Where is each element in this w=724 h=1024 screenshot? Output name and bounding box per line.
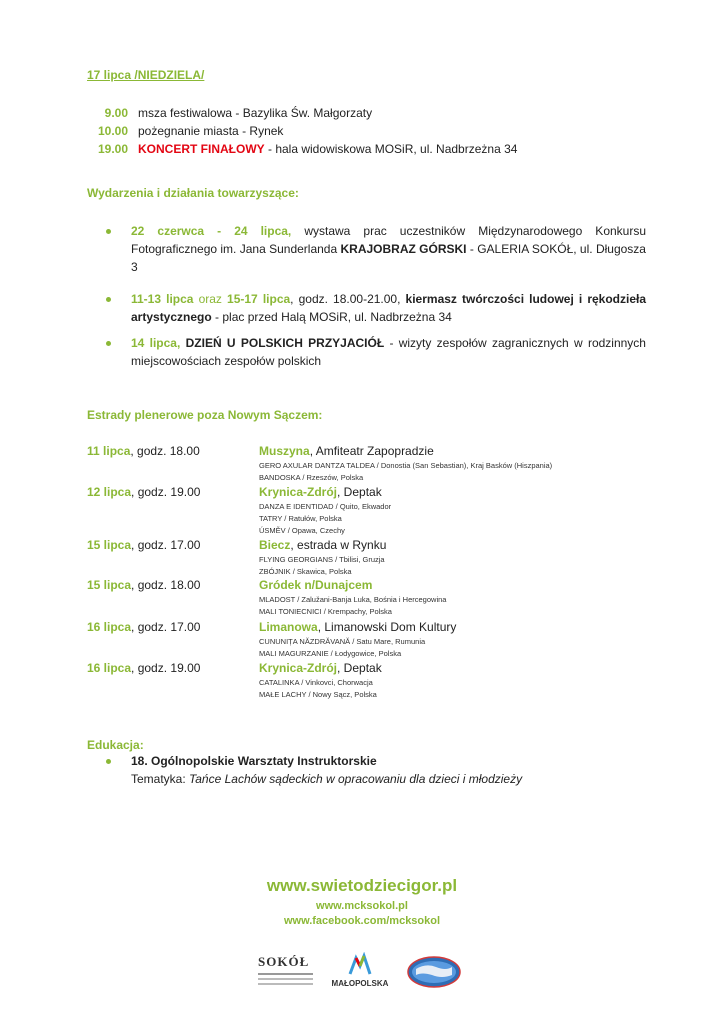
event-title: kiermasz twórczości ludowej i rękodzieła artystycznego [131,292,647,324]
event-date: 16 lipca [87,661,132,675]
schedule-time: 9.00 [104,106,128,120]
event-date: 12 lipca [87,485,132,499]
list-item [106,334,646,370]
event-time: , godz. 17.00 [131,538,201,552]
event-title: DZIEŃ U POLSKICH PRZYJACIÓŁ [185,336,385,350]
event-time: , godz. 19.00 [131,661,201,675]
outdoor-heading: Estrady plenerowe poza Nowym Sączem: [87,408,323,422]
event-date: 11-13 lipca [131,292,194,306]
group-line: CUNUNIȚA NĂZDRĂVANĂ / Satu Mare, Rumunia [259,637,426,646]
event-time: , godz. 18.00 [130,444,200,458]
event-town: Biecz [259,538,291,552]
event-time: , godz. 19.00 [131,485,201,499]
group-line: FLYING GEORGIANS / Tbilisi, Gruzja [259,555,385,564]
event-text: wystawa prac uczestników Międzynarodowego Konkursu Fotograficznego im. Jana Sunderlanda [131,224,647,256]
event-date: 16 lipca [87,620,132,634]
topic-label: Tematyka: [131,772,190,786]
event-date: 14 lipca, [131,336,186,350]
group-line: GERO AXULAR DANTZA TALDEA / Donostia (San Sebastian), Kraj Basków (Hiszpania) [259,461,553,470]
event-venue: , Deptak [337,485,382,499]
malopolska-logo-text: MAŁOPOLSKA [331,979,389,988]
event-town: Gródek n/Dunajcem [259,578,373,592]
event-time: , godz. 18.00 [131,578,201,592]
event-text: - GALERIA SOKÓŁ, ul. Długosza 3 [131,242,646,274]
day-header: 17 lipca /NIEDZIELA/ [87,68,205,82]
event-text: - plac przed Halą MOSiR, ul. Nadbrzeżna 34 [211,310,452,324]
group-line: TATRY / Ratułów, Polska [259,514,342,523]
ciofa-logo [406,955,462,989]
group-line: BANDOSKA / Rzeszów, Polska [259,473,364,482]
bullet-icon [106,297,111,302]
event-venue: , Amfiteatr Zapopradzie [309,444,434,458]
facebook-link[interactable]: www.facebook.com/mcksokol [283,915,441,927]
event-date: 15-17 lipca [227,292,291,306]
group-line: MAŁE LACHY / Nowy Sącz, Polska [259,690,377,699]
group-line: MALI MAGURZANIE / Łodygowice, Polska [259,649,402,658]
schedule-text: pożegnanie miasta - Rynek [138,124,284,138]
day-schedule [88,104,628,158]
bullet-icon [106,341,111,346]
event-title: KRAJOBRAZ GÓRSKI [340,242,467,256]
event-venue: , Limanowski Dom Kultury [317,620,457,634]
group-line: ÚSMĚV / Opawa, Czechy [259,526,345,535]
event-date: 15 lipca [87,538,132,552]
workshop-title: 18. Ogólnopolskie Warsztaty Instruktorskie [131,754,377,768]
event-date: 11 lipca [87,444,131,458]
malopolska-logo [328,952,392,988]
event-date: 15 lipca [87,578,132,592]
event-venue: , estrada w Rynku [290,538,387,552]
sokol-logo [258,954,320,994]
final-concert-label: KONCERT FINAŁOWY [138,142,265,156]
schedule-row [88,140,628,158]
event-town: Krynica-Zdrój [259,661,338,675]
event-town: Muszyna [259,444,310,458]
event-text: - wizyty zespołów zagranicznych w rodzinnych miejscowościach zespołów polskich [131,336,646,368]
sokol-logo-text: SOKÓŁ [258,954,310,969]
topic-text: Tańce Lachów sądeckich w opracowaniu dla dzieci i młodzieży [189,772,523,786]
event-date: 22 czerwca - 24 lipca, [131,224,292,238]
list-item [106,222,646,276]
education-heading: Edukacja: [87,738,144,752]
website-link[interactable]: www.swietodziecigor.pl [266,876,458,895]
schedule-time: 10.00 [97,124,128,138]
schedule-time: 19.00 [97,142,128,156]
bullet-icon [106,759,111,764]
list-item [106,290,646,326]
event-town: Krynica-Zdrój [259,485,338,499]
group-line: CATALINKA / Vinkovci, Chorwacja [259,678,373,687]
schedule-text: - hala widowiskowa MOSiR, ul. Nadbrzeżna 34 [264,142,518,156]
event-text: oraz [193,292,228,306]
group-line: ZBÓJNIK / Skawica, Polska [259,567,352,576]
group-line: DANZA E IDENTIDAD / Quito, Ekwador [259,502,392,511]
event-venue: , Deptak [337,661,382,675]
event-town: Limanowa [259,620,318,634]
group-line: MALI TONIECNICI / Krempachy, Polska [259,607,392,616]
website-link-2[interactable]: www.mcksokol.pl [316,900,408,912]
event-text: , godz. 18.00-21.00, [290,292,406,306]
schedule-text: msza festiwalowa - Bazylika Św. Małgorzaty [138,106,373,120]
event-time: , godz. 17.00 [131,620,201,634]
group-line: MLADOST / Zalužani-Banja Luka, Bośnia i Hercegowina [259,595,447,604]
side-events-heading: Wydarzenia i działania towarzyszące: [87,186,299,200]
list-item [106,752,522,788]
bullet-icon [106,229,111,234]
schedule-row [88,104,628,122]
schedule-row [88,122,628,140]
malopolska-mark-icon [328,952,392,976]
globe-icon [406,955,462,989]
